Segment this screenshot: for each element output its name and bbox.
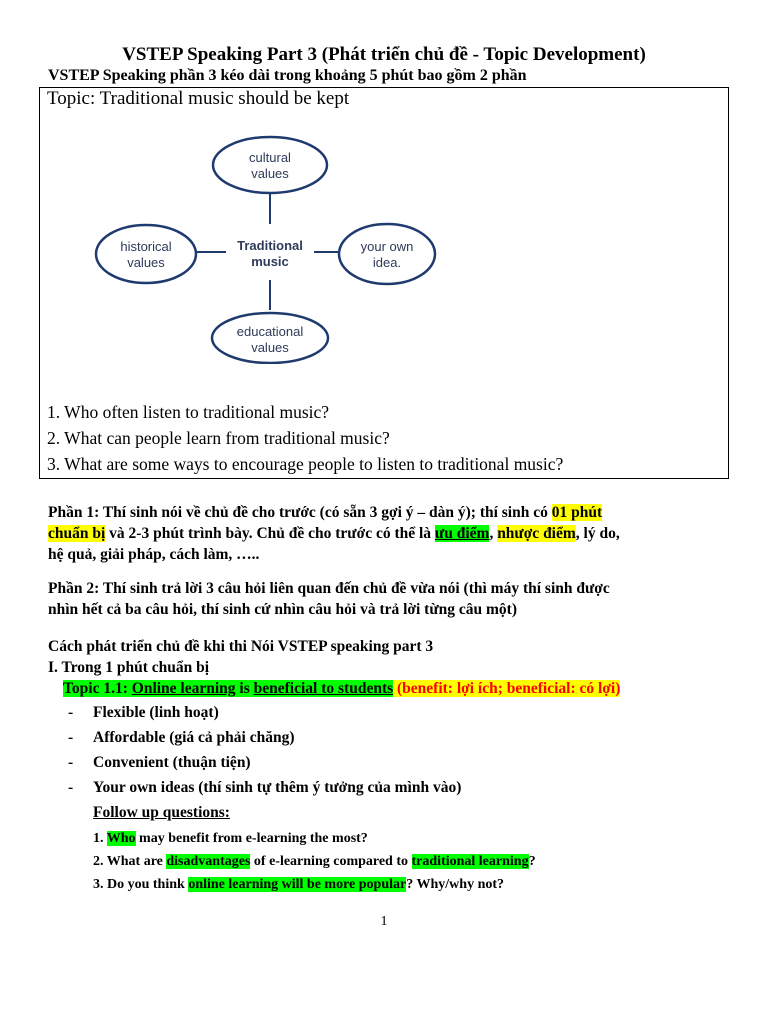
node-your-own-idea [339, 224, 435, 284]
topic-1-1-note: (benefit: lợi ích; beneficial: có lợi) [393, 680, 621, 697]
topic-heading: Topic: Traditional music should be kept [47, 88, 350, 109]
topic-1-1-subject: Online learning [131, 680, 236, 697]
topic-1-1-predicate: beneficial to students [253, 680, 394, 697]
fq1-number: 1. [93, 831, 107, 846]
bullet-dash: - [68, 729, 74, 746]
mind-map-diagram [90, 132, 450, 364]
fq2-text-a: 2. What are [93, 854, 167, 869]
part1-text-3: , lý do, [575, 525, 620, 542]
document-subtitle: VSTEP Speaking phần 3 kéo dài trong khoảng 5 phút bao gồm 2 phần [48, 67, 527, 84]
topic-1-1-line [63, 678, 743, 699]
fq1-text: may benefit from e-learning the most? [135, 831, 368, 846]
bullet-text: Your own ideas (thí sinh tự thêm ý tưởng của mình vào) [93, 779, 462, 796]
fq2-highlight-2: traditional learning [411, 854, 529, 869]
topic-1-1-label: Topic 1.1: [63, 680, 128, 697]
fq3-text-a: 3. Do you think [93, 877, 189, 892]
bullet-item [68, 729, 295, 747]
node-cultural-values-line1: cultural [249, 150, 291, 165]
node-traditional-music [237, 238, 303, 269]
node-historical-values [96, 225, 196, 283]
node-cultural-values [213, 137, 327, 193]
part1-comma: , [489, 525, 498, 542]
part1-line1 [48, 502, 728, 523]
topic-1-1-verb: is [235, 680, 254, 697]
document-title: VSTEP Speaking Part 3 (Phát triển chủ đề - Topic Development) [122, 44, 646, 65]
bullet-dash: - [68, 754, 74, 771]
part1-line3: hệ quả, giải pháp, cách làm, ….. [48, 546, 260, 563]
node-educational-values-line1: educational [236, 324, 304, 339]
part2-line1: Phần 2: Thí sinh trả lời 3 câu hỏi liên quan đến chủ đề vừa nói (thì máy thí sinh được [48, 580, 610, 597]
node-cultural-values-line2: values [251, 166, 289, 181]
highlight-prep-time: 01 phút [551, 504, 603, 521]
fq3-highlight: online learning will be more popular [188, 877, 407, 892]
topic-question-3: 3. What are some ways to encourage people to listen to traditional music? [47, 454, 564, 474]
bullet-item [68, 779, 461, 797]
section-heading: Cách phát triển chủ đề khi thi Nói VSTEP speaking part 3 [48, 638, 434, 655]
highlight-advantage: ưu điểm [434, 525, 490, 542]
bullet-text: Convenient (thuận tiện) [93, 754, 251, 771]
part1-text-2: và 2-3 phút trình bày. Chủ đề cho trước có thể là [105, 525, 435, 542]
node-your-own-idea-line1: your own [360, 239, 414, 254]
follow-up-question-1 [93, 831, 368, 847]
node-center-line1: Traditional [237, 238, 303, 253]
bullet-item [68, 704, 219, 722]
node-center-line2: music [251, 254, 289, 269]
bullet-dash: - [68, 779, 74, 796]
bullet-text: Affordable (giá cả phải chăng) [93, 729, 295, 746]
node-historical-values-line1: historical [120, 239, 172, 254]
follow-up-question-2 [93, 854, 536, 870]
part1-paragraph [48, 502, 728, 565]
bullet-item [68, 754, 251, 772]
page-number: 1 [380, 914, 388, 929]
node-educational-values [212, 313, 328, 363]
follow-up-question-3 [93, 877, 504, 893]
node-educational-values-line2: values [251, 340, 289, 355]
bullet-dash: - [68, 704, 74, 721]
topic-question-2: 2. What can people learn from traditional music? [47, 428, 390, 448]
fq3-text-b: ? Why/why not? [406, 877, 505, 892]
part1-text: Phần 1: Thí sinh nói về chủ đề cho trước (có sẵn 3 gợi ý – dàn ý); thí sinh có [48, 504, 552, 521]
part2-paragraph [48, 578, 728, 620]
part1-line2 [48, 523, 728, 544]
follow-up-heading: Follow up questions: [93, 804, 230, 821]
highlight-prep-word: chuẩn bị [48, 525, 106, 542]
bullet-text: Flexible (linh hoạt) [93, 704, 219, 721]
section-subheading: I. Trong 1 phút chuẩn bị [48, 659, 210, 676]
part2-line2: nhìn hết cả ba câu hỏi, thí sinh cứ nhìn câu hỏi và trả lời từng câu một) [48, 601, 518, 618]
fq2-highlight-1: disadvantages [166, 854, 251, 869]
topic-question-1: 1. Who often listen to traditional music? [47, 402, 330, 422]
fq1-highlight: Who [106, 831, 136, 846]
highlight-disadvantage: nhược điểm [497, 525, 576, 542]
fq2-text-b: of e-learning compared to [250, 854, 412, 869]
fq2-text-c: ? [528, 854, 536, 869]
node-your-own-idea-line2: idea. [372, 255, 402, 270]
node-historical-values-line2: values [127, 255, 165, 270]
